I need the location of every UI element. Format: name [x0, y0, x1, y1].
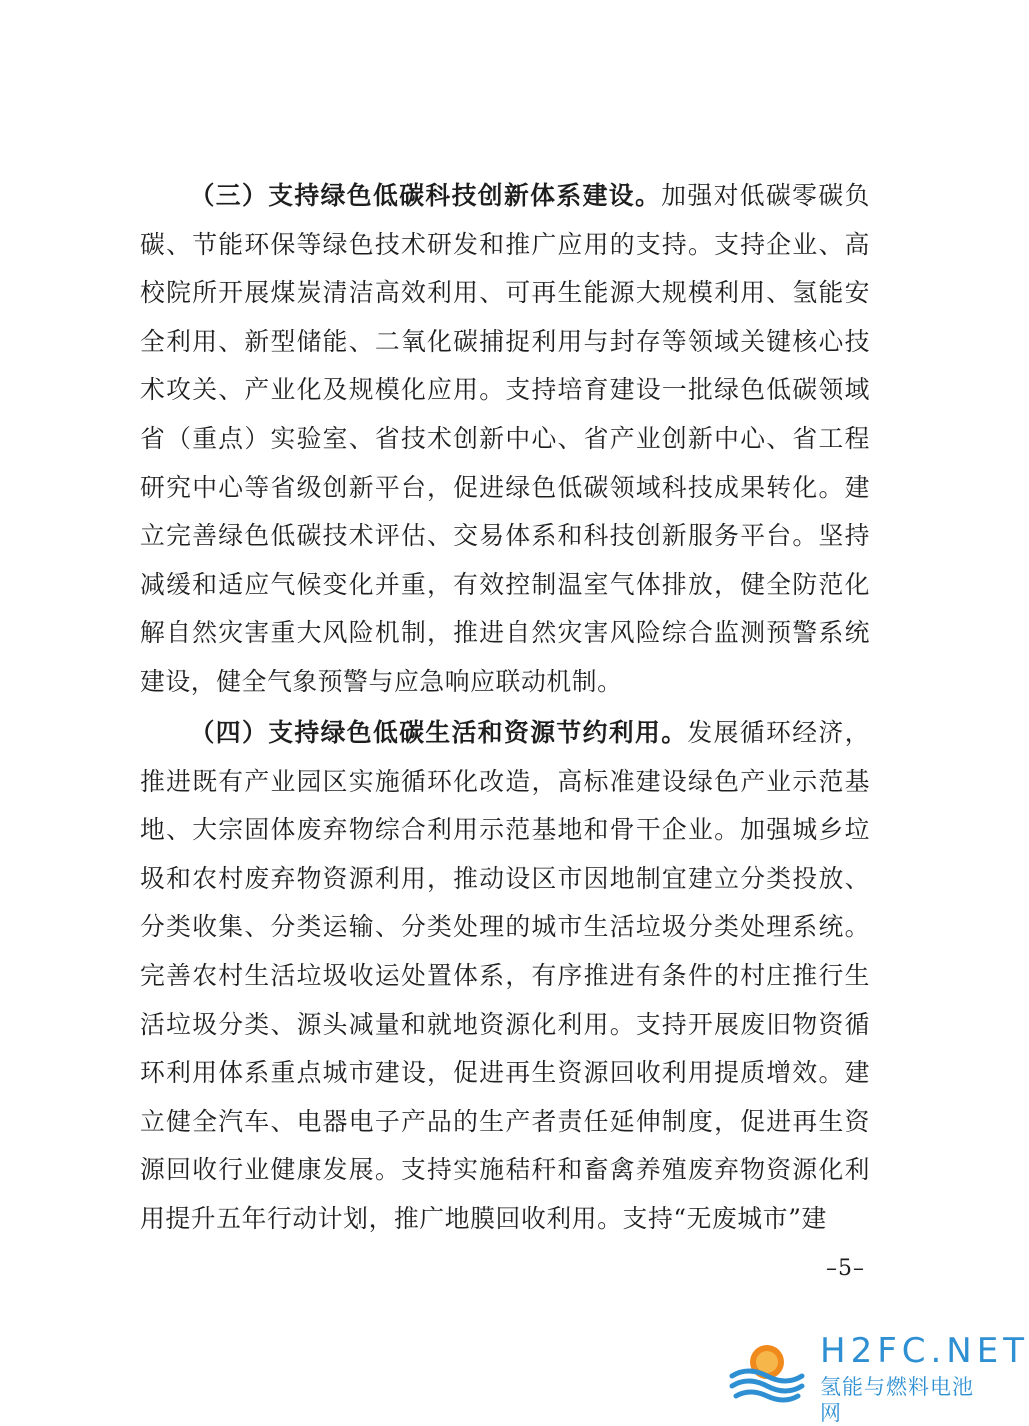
sun-waves-logo-icon	[728, 1332, 806, 1406]
section-4-heading: （四）支持绿色低碳生活和资源节约利用。	[189, 718, 688, 747]
section-3-paragraph	[140, 172, 870, 707]
section-3-body: 加强对低碳零碳负碳、节能环保等绿色技术研发和推广应用的支持。支持企业、高校院所开展煤炭清洁高效利用、可再生能源大规模利用、氢能安全利用、新型储能、二氧化碳捕捉利用与封存等领域关键核心技术攻关、产业化及规模化应用。支持培育建设一批绿色低碳领域省（重点）实验室、省技术创新中心、省产业创新中心、省工程研究中心等省级创新平台，促进绿色低碳领域科技成果转化。建立完善绿色低碳技术评估、交易体系和科技创新服务平台。坚持减缓和适应气候变化并重，有效控制温室气体排放，健全防范化解自然灾害重大风险机制，推进自然灾害风险综合监测预警系统建设，健全气象预警与应急响应联动机制。	[140, 181, 870, 696]
watermark-subtitle: 氢能与燃料电池网	[820, 1375, 974, 1425]
watermark	[728, 1330, 1029, 1425]
section-3-heading: （三）支持绿色低碳科技创新体系建设。	[189, 181, 662, 210]
watermark-brand: H2FC.NET	[820, 1331, 1029, 1371]
section-4-body: 发展循环经济，推进既有产业园区实施循环化改造，高标准建设绿色产业示范基地、大宗固体废弃物综合利用示范基地和骨干企业。加强城乡垃圾和农村废弃物资源利用，推动设区市因地制宜建立分类投放、分类收集、分类运输、分类处理的城市生活垃圾分类处理系统。完善农村生活垃圾收运处置体系，有序推进有条件的村庄推行生活垃圾分类、源头减量和就地资源化利用。支持开展废旧物资循环利用体系重点城市建设，促进再生资源回收利用提质增效。建立健全汽车、电器电子产品的生产者责任延伸制度，促进再生资源回收行业健康发展。支持实施秸秆和畜禽养殖废弃物资源化利用提升五年行动计划，推广地膜回收利用。支持“无废城市”建	[140, 718, 871, 1233]
section-4-paragraph	[140, 709, 870, 1244]
page-number: –5–	[826, 1256, 865, 1281]
